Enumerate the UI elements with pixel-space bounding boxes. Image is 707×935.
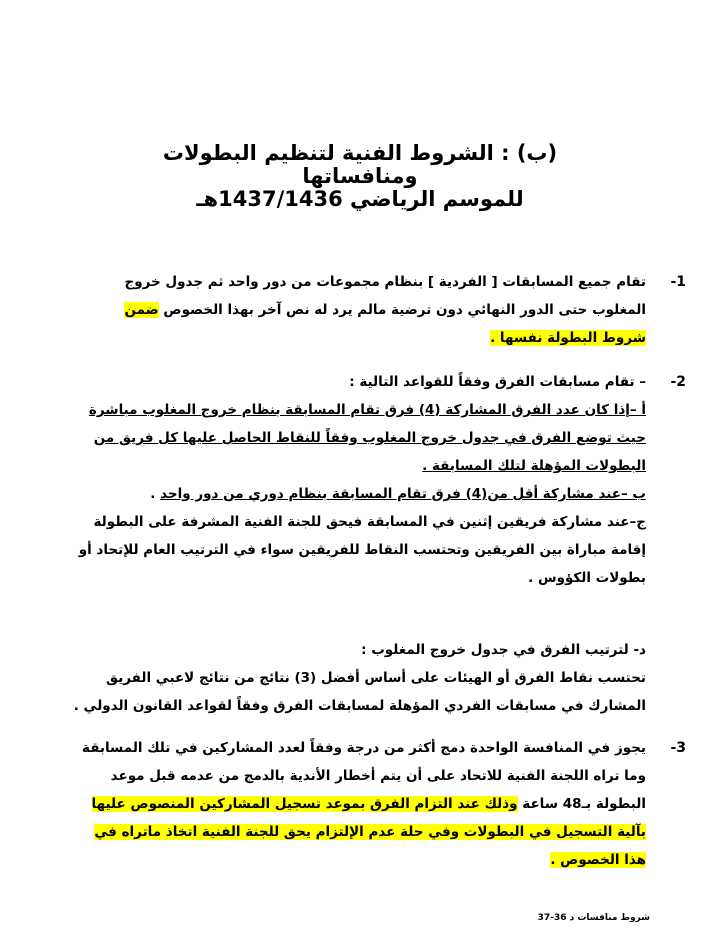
section-3	[60, 734, 686, 874]
section-2-number: 2-	[670, 374, 686, 390]
section-1-line-3	[60, 324, 646, 352]
section-3-highlight-2: بآلية التسجيل في البطولات وفي حلة عدم الإلتزام يحق للجنة الفنية اتخاذ ماتراه في	[94, 824, 646, 840]
section-1	[60, 268, 686, 352]
section-3-line-3-text: البطولة بـ48 ساعة	[522, 796, 646, 812]
section-2-d-line-2: تحتسب نقاط الفرق أو الهيئات على أساس أفضل (3) نتائج من نتائج لاعبي الفريق	[106, 670, 646, 686]
section-3-number: 3-	[670, 740, 686, 756]
page-footer: شروط منافسات د 36-37	[537, 913, 650, 923]
document-title	[120, 142, 600, 211]
section-2-a-line-2: حيث توضع الفرق في جدول خروج المغلوب وفقاً للنقاط الحاصل عليها كل فريق من	[93, 430, 646, 446]
title-line-3: للموسم الرياضي 1437/1436هـ	[196, 187, 524, 211]
section-1-number: 1-	[670, 274, 686, 290]
section-3-highlight-1: وذلك عند التزام الفرق بموعد تسجيل المشاركين المنصوص عليها	[91, 796, 518, 812]
section-3-line-5	[60, 846, 646, 874]
section-2-c-line-3: بطولات الكؤوس .	[528, 570, 646, 586]
section-1-highlight: ضمن	[124, 302, 159, 318]
section-2-b-line	[60, 480, 646, 508]
section-2-a-line-1: أ –إذا كان عدد الفرق المشاركة (4) فرق تقام المسابقة بنظام خروج المغلوب مباشرة	[88, 402, 646, 418]
section-2-d	[60, 636, 646, 720]
section-3-line-2: وما تراه اللجنة الفنية للاتحاد على أن يتم أخطار الأندية بالدمج من عدمه قبل موعد	[110, 768, 646, 784]
section-2-a-line-3: البطولات المؤهلة لتلك المسابقة .	[422, 458, 646, 474]
section-3-line-3	[60, 790, 646, 818]
section-2-b-tail: .	[150, 486, 156, 502]
section-1-line-1: تقام جميع المسابقات [ الفردية ] بنظام مجموعات من دور واحد ثم جدول خروج	[124, 274, 646, 290]
section-3-line-1: يجوز في المنافسة الواحدة دمج أكثر من درجة وفقاً لعدد المشاركين في تلك المسابقة	[82, 740, 646, 756]
section-2-c-line-2: إقامة مباراة بين الفريقين وتحتسب النقاط للفريقين سواء في الترتيب العام للإتحاد أو	[78, 542, 646, 558]
section-1-highlight-line: شروط البطولة نفسها .	[490, 330, 646, 346]
title-line-1: (ب) : الشروط الفنية لتنظيم البطولات	[162, 141, 558, 165]
title-line-2: ومنافساتها	[302, 164, 418, 188]
section-2	[60, 368, 686, 592]
section-1-line-2-text: المغلوب حتى الدور النهائي دون ترضية مالم يرد له نص آخر بهذا الخصوص	[163, 302, 646, 318]
section-2-b-text: ب –عند مشاركة أقل من(4) فرق تقام المسابقة بنظام دوري من دور واحد	[160, 486, 646, 502]
section-2-intro: – تقام مسابقات الفرق وفقاً للقواعد التالية :	[349, 374, 646, 390]
section-3-highlight-3: هذا الخصوص .	[550, 852, 646, 868]
section-2-c-line-1: ج–عند مشاركة فريقين إثنين في المسابقة فيحق للجنة الفنية المشرفة على البطولة	[93, 514, 646, 530]
section-3-line-4	[60, 818, 646, 846]
section-2-d-line-1: د- لترتيب الفرق في جدول خروج المغلوب :	[361, 642, 646, 658]
section-1-line-2	[60, 296, 646, 324]
section-2-d-line-3: المشارك في مسابقات الفردي المؤهلة لمسابقات الفرق وفقاً لقواعد القانون الدولي .	[73, 698, 646, 714]
